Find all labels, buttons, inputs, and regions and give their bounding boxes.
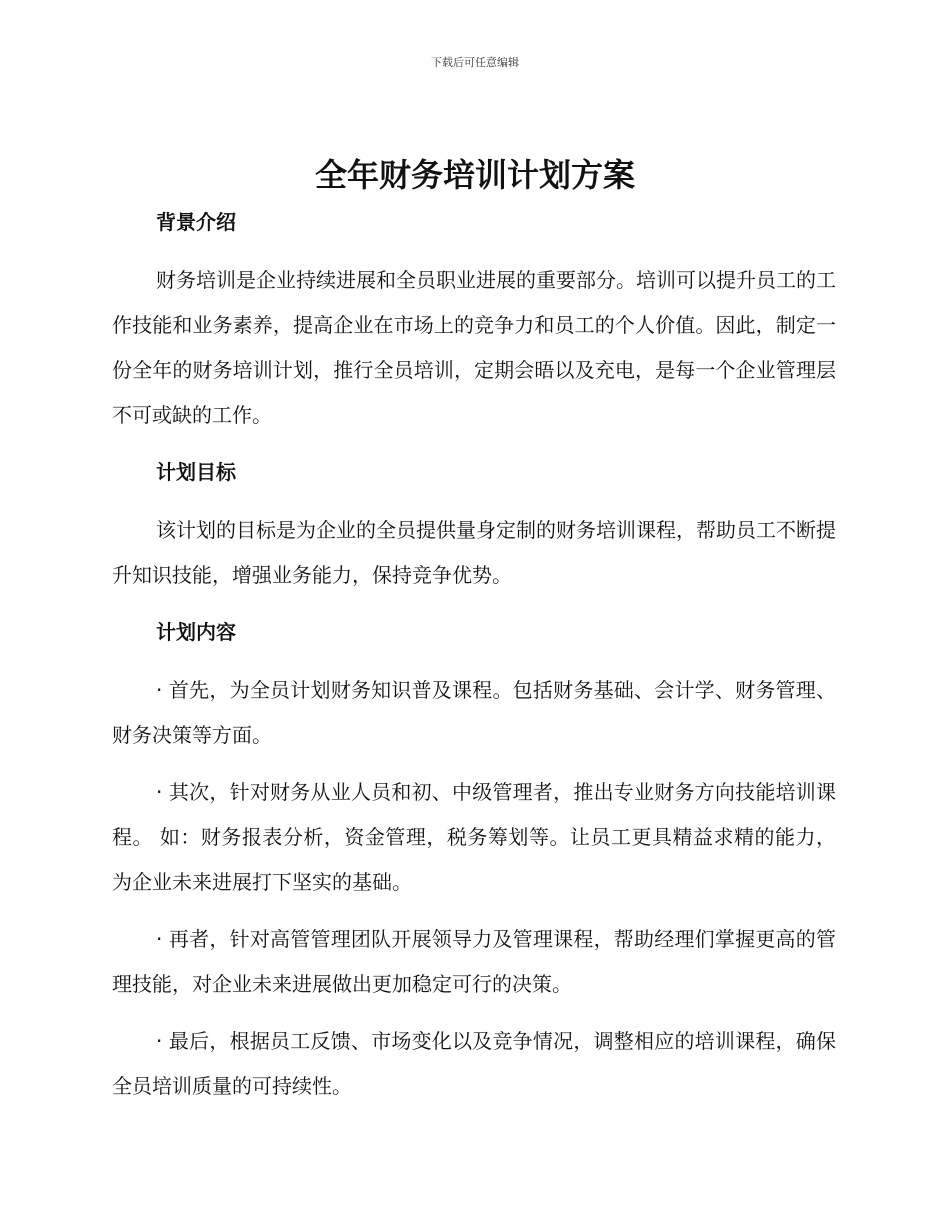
- bullet-item: · 首先，为全员计划财务知识普及课程。包括财务基础、会计学、财务管理、财务决策等方面。: [112, 678, 836, 747]
- paragraph: 财务培训是企业持续进展和全员职业进展的重要部分。培训可以提升员工的工作技能和业务素养，提高企业在市场上的竞争力和员工的个人价值。因此，制定一份全年的财务培训计划，推行全员培训，定期会晤以及充电，是每一个企业管理层不可或缺的工作。: [112, 268, 836, 427]
- bullet-item: · 最后，根据员工反馈、市场变化以及竞争情况，调整相应的培训课程，确保全员培训质量的可持续性。: [112, 1029, 836, 1098]
- section-heading: 背景介绍: [156, 210, 236, 234]
- section-heading: 计划目标: [156, 460, 236, 484]
- page-title: 全年财务培训计划方案: [314, 156, 635, 194]
- bullet-item: · 其次，针对财务从业人员和初、中级管理者，推出专业财务方向技能培训课程。 如：财务报表分析，资金管理，税务筹划等。让员工更具精益求精的能力，为企业未来进展打下坚实的基础。: [112, 780, 836, 894]
- section-heading: 计划内容: [156, 620, 236, 644]
- bullet-item: · 再者，针对高管管理团队开展领导力及管理课程，帮助经理们掌握更高的管理技能，对企业未来进展做出更加稳定可行的决策。: [112, 927, 836, 996]
- paragraph: 该计划的目标是为企业的全员提供量身定制的财务培训课程，帮助员工不断提升知识技能，增强业务能力，保持竞争优势。: [112, 518, 836, 587]
- section-goals: [112, 450, 836, 598]
- section-content: [112, 610, 836, 1109]
- document-body: [112, 200, 836, 1109]
- header-note: 下载后可任意编辑: [431, 56, 519, 69]
- section-background: [112, 200, 836, 438]
